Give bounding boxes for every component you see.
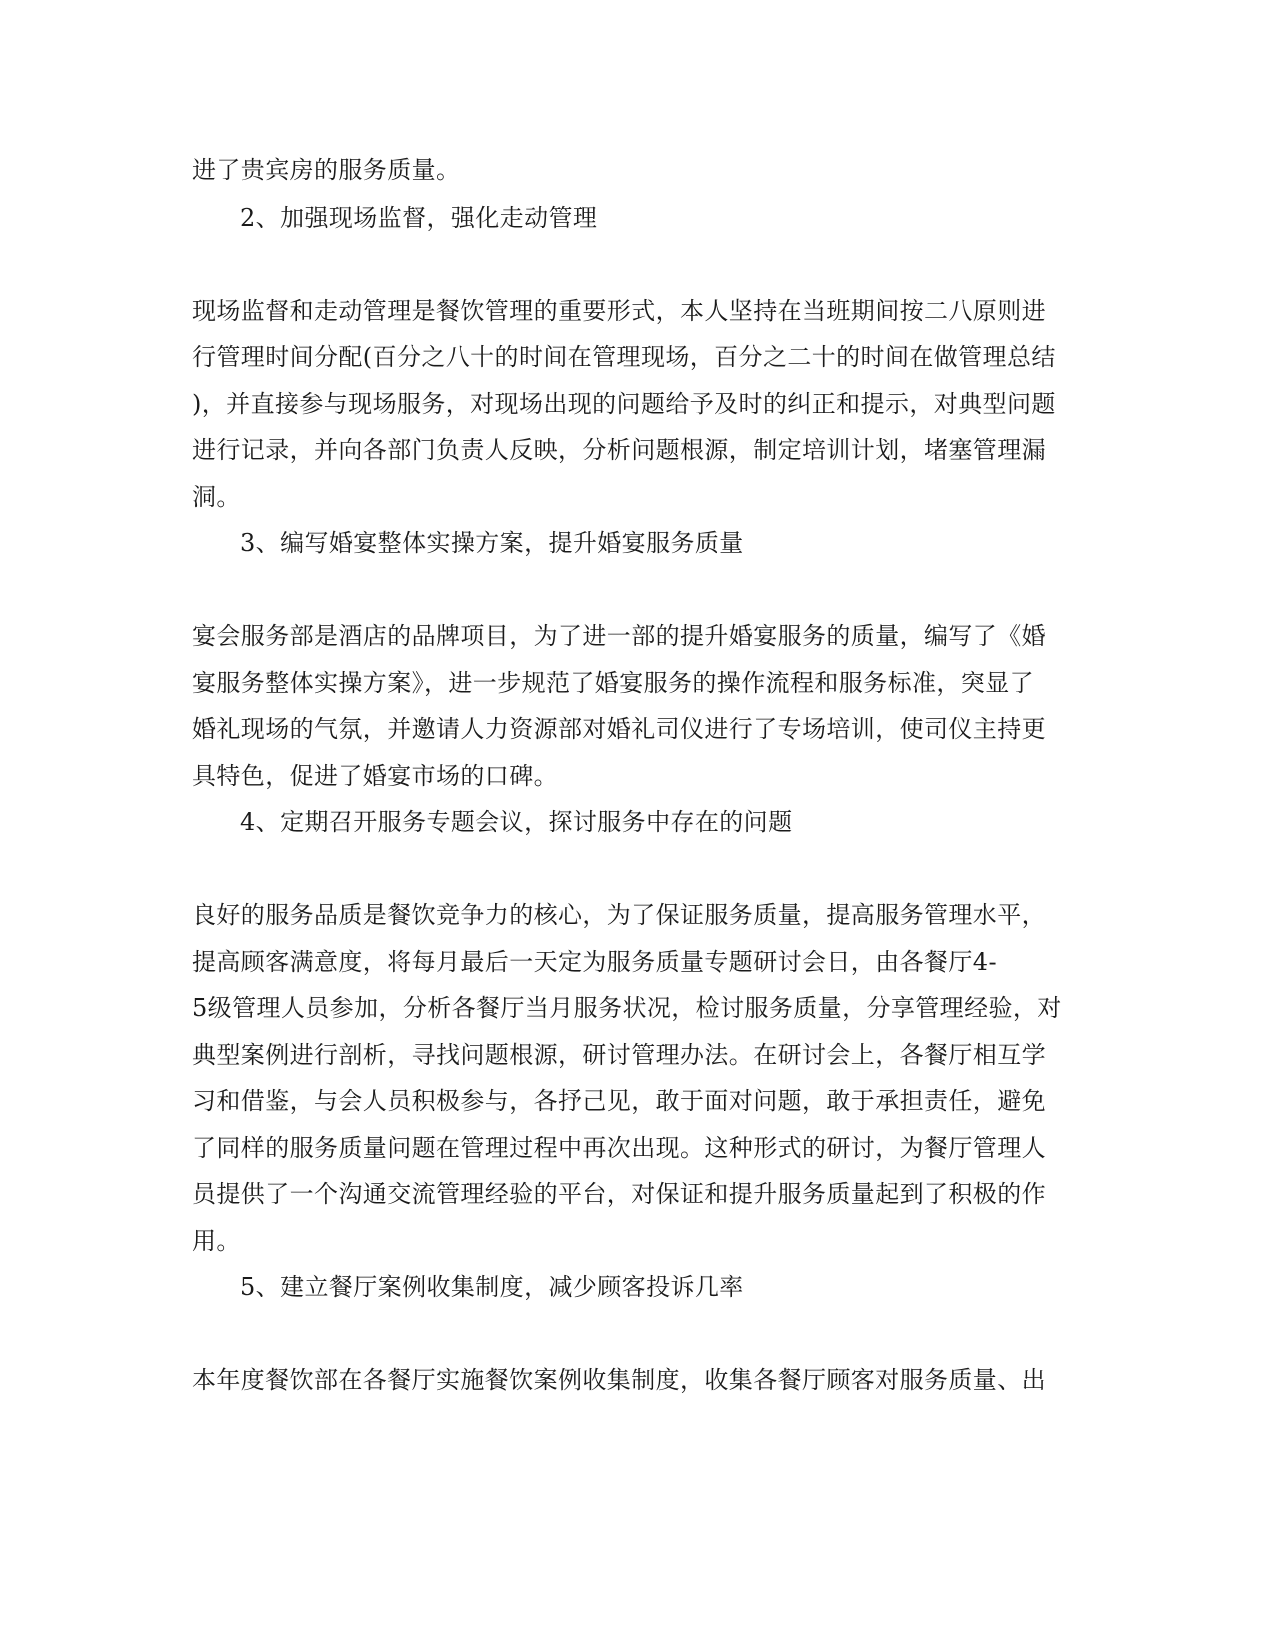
text-line: 提高顾客满意度，将每月最后一天定为服务质量专题研讨会日，由各餐厅4- [192, 948, 997, 976]
text-line: )，并直接参与现场服务，对现场出现的问题给予及时的纠正和提示，对典型问题 [192, 390, 1056, 418]
text-line: 行管理时间分配(百分之八十的时间在管理现场，百分之二十的时间在做管理总结 [192, 343, 1056, 371]
text-line: 本年度餐饮部在各餐厅实施餐饮案例收集制度，收集各餐厅顾客对服务质量、出 [192, 1366, 1046, 1394]
text-line: 具特色，促进了婚宴市场的口碑。 [192, 762, 558, 790]
section-heading: 3、编写婚宴整体实操方案，提升婚宴服务质量 [240, 529, 744, 557]
text-line: 洞。 [192, 483, 241, 511]
text-line: 婚礼现场的气氛，并邀请人力资源部对婚礼司仪进行了专场培训，使司仪主持更 [192, 715, 1046, 743]
text-line: 典型案例进行剖析，寻找问题根源，研讨管理办法。在研讨会上，各餐厅相互学 [192, 1041, 1046, 1069]
text-line: 用。 [192, 1227, 241, 1255]
section-heading: 4、定期召开服务专题会议，探讨服务中存在的问题 [240, 808, 793, 836]
text-line: 宴服务整体实操方案》，进一步规范了婚宴服务的操作流程和服务标准，突显了 [192, 669, 1034, 697]
text-line: 5级管理人员参加，分析各餐厅当月服务状况，检讨服务质量，分享管理经验，对 [192, 994, 1062, 1022]
text-line: 了同样的服务质量问题在管理过程中再次出现。这种形式的研讨，为餐厅管理人 [192, 1134, 1046, 1162]
section-heading: 2、加强现场监督，强化走动管理 [240, 204, 598, 232]
text-line: 进了贵宾房的服务质量。 [192, 156, 461, 184]
text-line: 习和借鉴，与会人员积极参与，各抒己见，敢于面对问题，敢于承担责任，避免 [192, 1087, 1046, 1115]
text-line: 宴会服务部是酒店的品牌项目，为了进一部的提升婚宴服务的质量，编写了《婚 [192, 622, 1046, 650]
text-line: 进行记录，并向各部门负责人反映，分析问题根源，制定培训计划，堵塞管理漏 [192, 436, 1046, 464]
section-heading: 5、建立餐厅案例收集制度，减少顾客投诉几率 [240, 1273, 744, 1301]
text-line: 现场监督和走动管理是餐饮管理的重要形式，本人坚持在当班期间按二八原则进 [192, 297, 1046, 325]
text-line: 良好的服务品质是餐饮竞争力的核心，为了保证服务质量，提高服务管理水平， [192, 901, 1046, 929]
text-line: 员提供了一个沟通交流管理经验的平台，对保证和提升服务质量起到了积极的作 [192, 1180, 1046, 1208]
